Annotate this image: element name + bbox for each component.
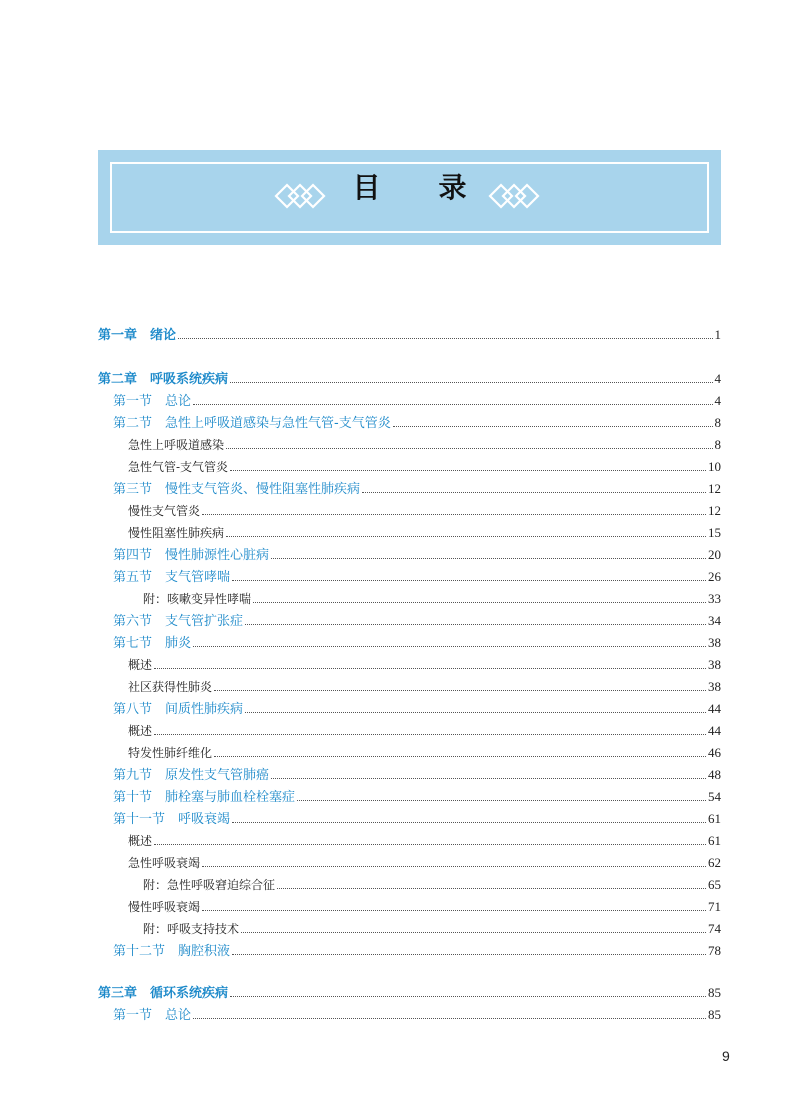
toc-entry-section[interactable] (0, 633, 800, 651)
dot-leader (154, 667, 706, 669)
title-banner (98, 150, 721, 245)
diamond-ornament-right-icon (488, 183, 542, 209)
toc-entry-title: 第三章 循环系统疾病 (98, 986, 229, 1001)
toc-entry-title: 慢性呼吸衰竭 (128, 900, 201, 914)
toc-entry-page: 44 (708, 723, 721, 738)
dot-leader (230, 381, 712, 383)
toc-entry-page: 33 (708, 591, 721, 606)
toc-entry-title: 第二节 急性上呼吸道感染与急性气管-支气管炎 (113, 416, 391, 431)
dot-leader (245, 623, 706, 625)
toc-entry-sub[interactable] (0, 897, 800, 915)
toc-entry-page: 34 (708, 613, 721, 628)
dot-leader (271, 557, 706, 559)
toc-entry-section[interactable] (0, 787, 800, 805)
toc-entry-section[interactable] (0, 391, 800, 409)
toc-entry-page: 85 (708, 1007, 721, 1022)
toc-entry-sub[interactable] (0, 677, 800, 695)
toc-entry-section[interactable] (0, 545, 800, 563)
toc-entry-section[interactable] (0, 765, 800, 783)
toc-entry-subsub[interactable] (0, 919, 800, 937)
toc-entry-subsub[interactable] (0, 589, 800, 607)
dot-leader (232, 579, 706, 581)
page-title: 目录 (352, 171, 525, 204)
dot-leader (230, 469, 706, 471)
dot-leader (230, 995, 706, 997)
toc-entry-title: 第二章 呼吸系统疾病 (98, 372, 229, 387)
toc-entry-title: 第七节 肺炎 (113, 636, 192, 651)
toc-entry-title: 第八节 间质性肺疾病 (113, 702, 244, 717)
toc-entry-title: 第一节 总论 (113, 1008, 192, 1023)
toc-entry-page: 4 (714, 393, 721, 408)
toc-entry-section[interactable] (0, 699, 800, 717)
toc-entry-section[interactable] (0, 941, 800, 959)
toc-entry-chapter[interactable] (0, 325, 800, 343)
toc-entry-sub[interactable] (0, 435, 800, 453)
toc-entry-title: 第十一节 呼吸衰竭 (113, 812, 231, 827)
toc-entry-sub[interactable] (0, 457, 800, 475)
dot-leader (154, 733, 706, 735)
toc-entry-page: 8 (714, 437, 721, 452)
toc-entry-page: 12 (708, 503, 721, 518)
toc-entry-page: 38 (708, 635, 721, 650)
dot-leader (297, 799, 706, 801)
toc-entry-page: 54 (708, 789, 721, 804)
toc-entry-title: 第四节 慢性肺源性心脏病 (113, 548, 270, 563)
toc-entry-page: 26 (708, 569, 721, 584)
toc-entry-page: 61 (708, 833, 721, 848)
toc-entry-section[interactable] (0, 479, 800, 497)
dot-leader (214, 689, 706, 691)
toc-entry-title: 第一节 总论 (113, 394, 192, 409)
toc-entry-section[interactable] (0, 413, 800, 431)
dot-leader (202, 909, 706, 911)
dot-leader (178, 337, 712, 339)
toc-entry-title: 概述 (128, 834, 153, 848)
toc-entry-page: 38 (708, 657, 721, 672)
dot-leader (232, 821, 706, 823)
dot-leader (253, 601, 706, 603)
toc-entry-title: 第十二节 胸腔积液 (113, 944, 231, 959)
toc-entry-sub[interactable] (0, 721, 800, 739)
dot-leader (245, 711, 706, 713)
toc-entry-title: 第九节 原发性支气管肺癌 (113, 768, 270, 783)
toc-entry-chapter[interactable] (0, 983, 800, 1001)
toc-entry-page: 62 (708, 855, 721, 870)
dot-leader (202, 865, 706, 867)
dot-leader (202, 513, 706, 515)
toc-entry-page: 74 (708, 921, 721, 936)
dot-leader (271, 777, 706, 779)
toc-entry-title: 第三节 慢性支气管炎、慢性阻塞性肺疾病 (113, 482, 361, 497)
toc-entry-page: 85 (708, 985, 721, 1000)
toc-entry-page: 38 (708, 679, 721, 694)
toc-entry-sub[interactable] (0, 501, 800, 519)
toc-entry-title: 第十节 肺栓塞与肺血栓栓塞症 (113, 790, 296, 805)
toc-entry-title: 概述 (128, 724, 153, 738)
toc-entry-page: 78 (708, 943, 721, 958)
toc-entry-page: 4 (714, 371, 721, 386)
toc-entry-page: 8 (714, 415, 721, 430)
toc-entry-page: 12 (708, 481, 721, 496)
toc-entry-title: 第五节 支气管哮喘 (113, 570, 231, 585)
dot-leader (226, 447, 712, 449)
dot-leader (193, 645, 706, 647)
toc-entry-title: 第一章 绪论 (98, 328, 177, 343)
toc-entry-title: 急性呼吸衰竭 (128, 856, 201, 870)
dot-leader (241, 931, 706, 933)
dot-leader (193, 403, 712, 405)
toc-entry-title: 附：咳嗽变异性哮喘 (143, 592, 252, 606)
toc-entry-section[interactable] (0, 809, 800, 827)
dot-leader (226, 535, 706, 537)
toc-entry-page: 20 (708, 547, 721, 562)
toc-entry-section[interactable] (0, 1005, 800, 1023)
toc-entry-title: 慢性阻塞性肺疾病 (128, 526, 225, 540)
toc-entry-section[interactable] (0, 567, 800, 585)
toc-entry-sub[interactable] (0, 655, 800, 673)
toc-entry-page: 71 (708, 899, 721, 914)
toc-entry-title: 特发性肺纤维化 (128, 746, 213, 760)
toc-entry-subsub[interactable] (0, 875, 800, 893)
toc-entry-page: 46 (708, 745, 721, 760)
toc-entry-chapter[interactable] (0, 369, 800, 387)
toc-entry-title: 急性气管-支气管炎 (128, 460, 229, 474)
dot-leader (154, 843, 706, 845)
toc-entry-sub[interactable] (0, 831, 800, 849)
toc-entry-sub[interactable] (0, 523, 800, 541)
dot-leader (193, 1017, 706, 1019)
toc-entry-page: 65 (708, 877, 721, 892)
toc-entry-title: 急性上呼吸道感染 (128, 438, 225, 452)
dot-leader (232, 953, 706, 955)
toc-entry-sub[interactable] (0, 743, 800, 761)
dot-leader (362, 491, 706, 493)
page-number: 9 (722, 1048, 730, 1064)
toc-entry-page: 1 (714, 327, 721, 342)
dot-leader (277, 887, 706, 889)
toc-entry-page: 44 (708, 701, 721, 716)
toc-entry-title: 概述 (128, 658, 153, 672)
toc-entry-title: 社区获得性肺炎 (128, 680, 213, 694)
toc-entry-page: 10 (708, 459, 721, 474)
toc-entry-title: 第六节 支气管扩张症 (113, 614, 244, 629)
toc-entry-section[interactable] (0, 611, 800, 629)
toc-entry-page: 15 (708, 525, 721, 540)
toc-entry-sub[interactable] (0, 853, 800, 871)
toc-entry-title: 慢性支气管炎 (128, 504, 201, 518)
toc-entry-page: 48 (708, 767, 721, 782)
toc-entry-title: 附：急性呼吸窘迫综合征 (143, 878, 276, 892)
toc-entry-title: 附：呼吸支持技术 (143, 922, 240, 936)
toc-entry-page: 61 (708, 811, 721, 826)
dot-leader (214, 755, 706, 757)
dot-leader (393, 425, 713, 427)
